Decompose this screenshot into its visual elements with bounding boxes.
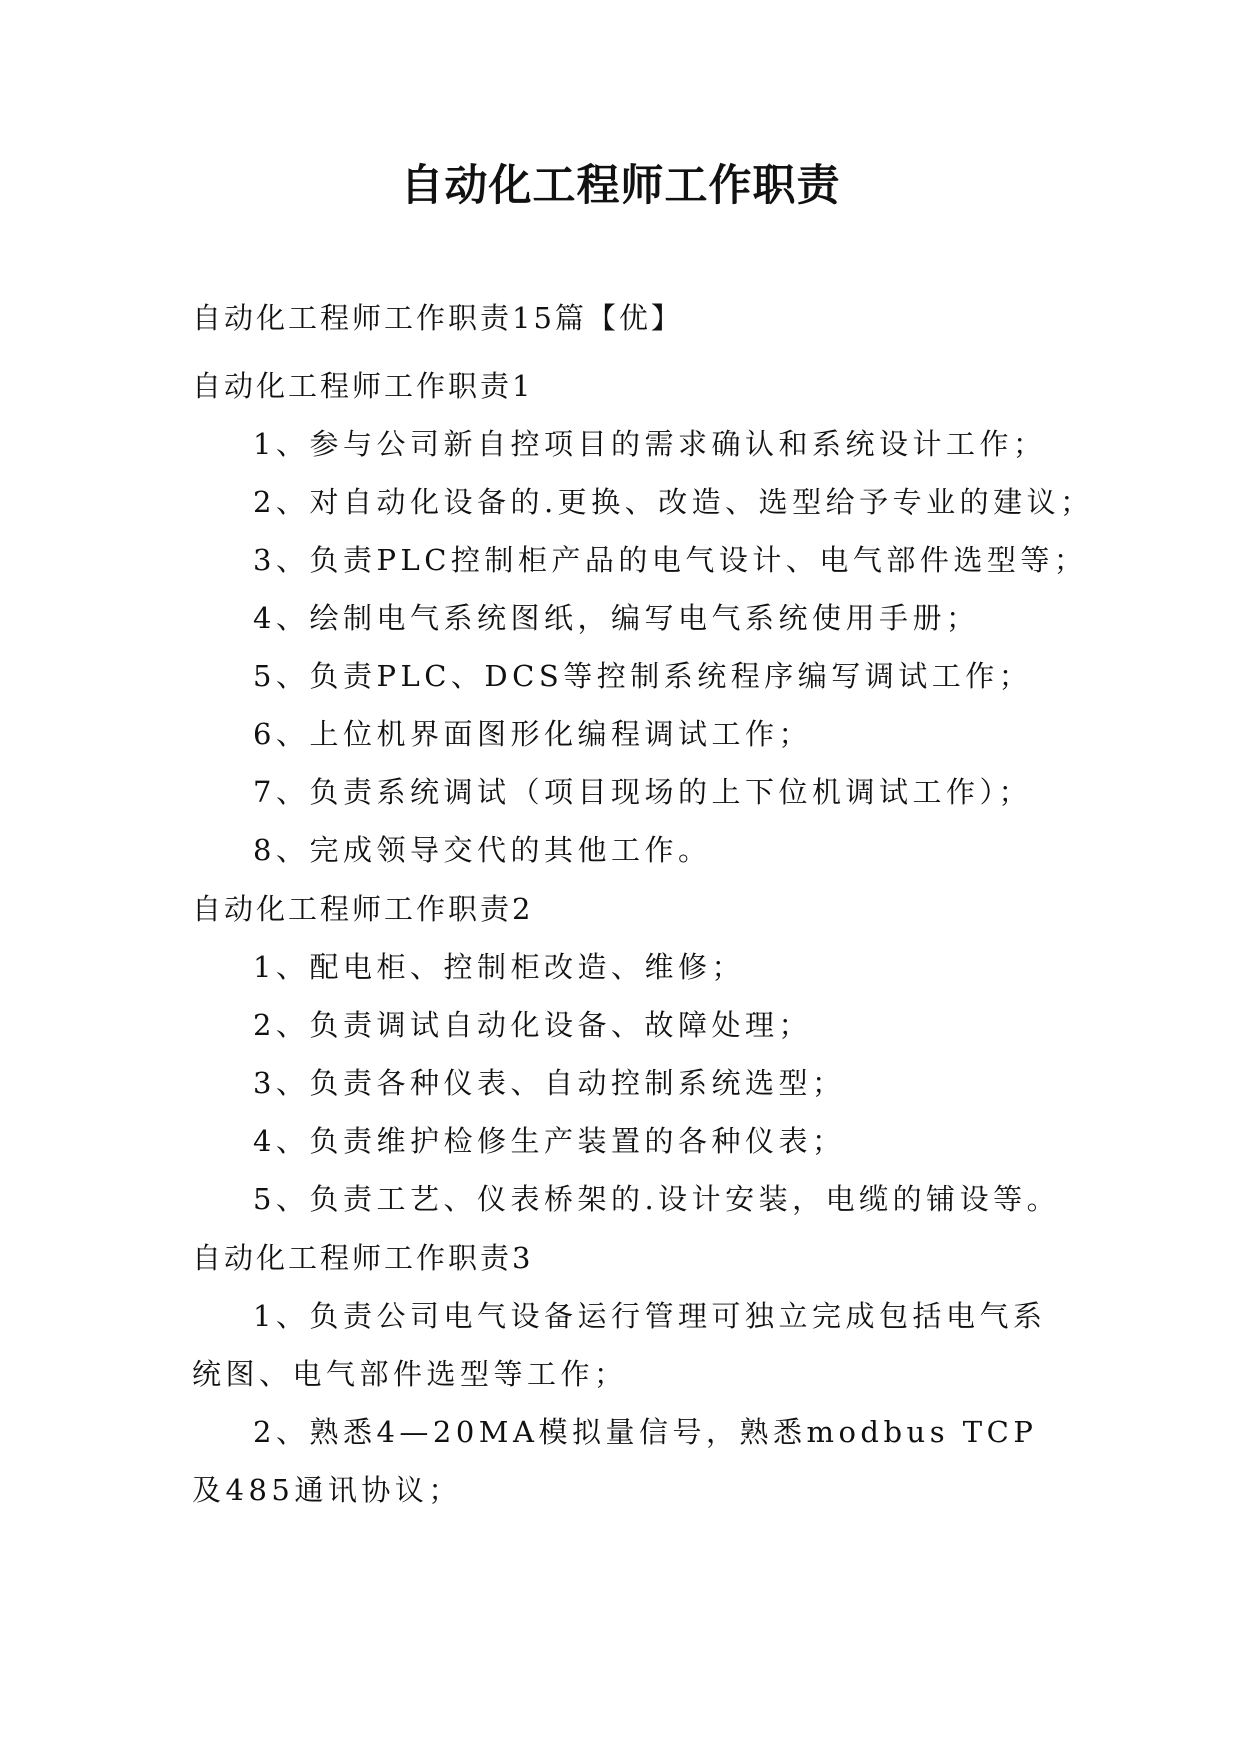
list-item: 1、配电柜、控制柜改造、维修； (253, 950, 745, 984)
list-item: 3、负责各种仪表、自动控制系统选型； (253, 1066, 846, 1100)
list-item: 2、对自动化设备的.更换、改造、选型给予专业的建议； (253, 485, 1094, 519)
section-3 (192, 1229, 1092, 1519)
list-item: 7、负责系统调试（项目现场的上下位机调试工作）； (253, 775, 1032, 809)
list-item: 4、负责维护检修生产装置的各种仪表； (253, 1124, 846, 1158)
list-item: 5、负责PLC、DCS等控制系统程序编写调试工作； (253, 659, 1033, 693)
section-heading: 自动化工程师工作职责1 (192, 369, 534, 403)
section-heading: 自动化工程师工作职责3 (192, 1241, 534, 1275)
list-item: 1、参与公司新自控项目的需求确认和系统设计工作； (253, 427, 1047, 461)
list-item: 5、负责工艺、仪表桥架的.设计安装，电缆的铺设等。 (253, 1182, 1061, 1216)
section-1 (192, 357, 1092, 879)
section-2 (192, 880, 1092, 1228)
list-item: 8、完成领导交代的其他工作。 (253, 833, 712, 867)
list-item: 2、熟悉4—20MA模拟量信号，熟悉modbus TCP及485通讯协议； (192, 1415, 1038, 1507)
list-item: 2、负责调试自动化设备、故障处理； (253, 1008, 812, 1042)
section-heading: 自动化工程师工作职责2 (192, 892, 534, 926)
list-item: 1、负责公司电气设备运行管理可独立完成包括电气系统图、电气部件选型等工作； (192, 1299, 1047, 1391)
page-title: 自动化工程师工作职责 (400, 161, 841, 211)
list-item: 6、上位机界面图形化编程调试工作； (253, 717, 812, 751)
list-item: 3、负责PLC控制柜产品的电气设计、电气部件选型等； (253, 543, 1088, 577)
document-subtitle: 自动化工程师工作职责15篇【优】 (192, 301, 683, 335)
list-item: 4、绘制电气系统图纸，编写电气系统使用手册； (253, 601, 980, 635)
